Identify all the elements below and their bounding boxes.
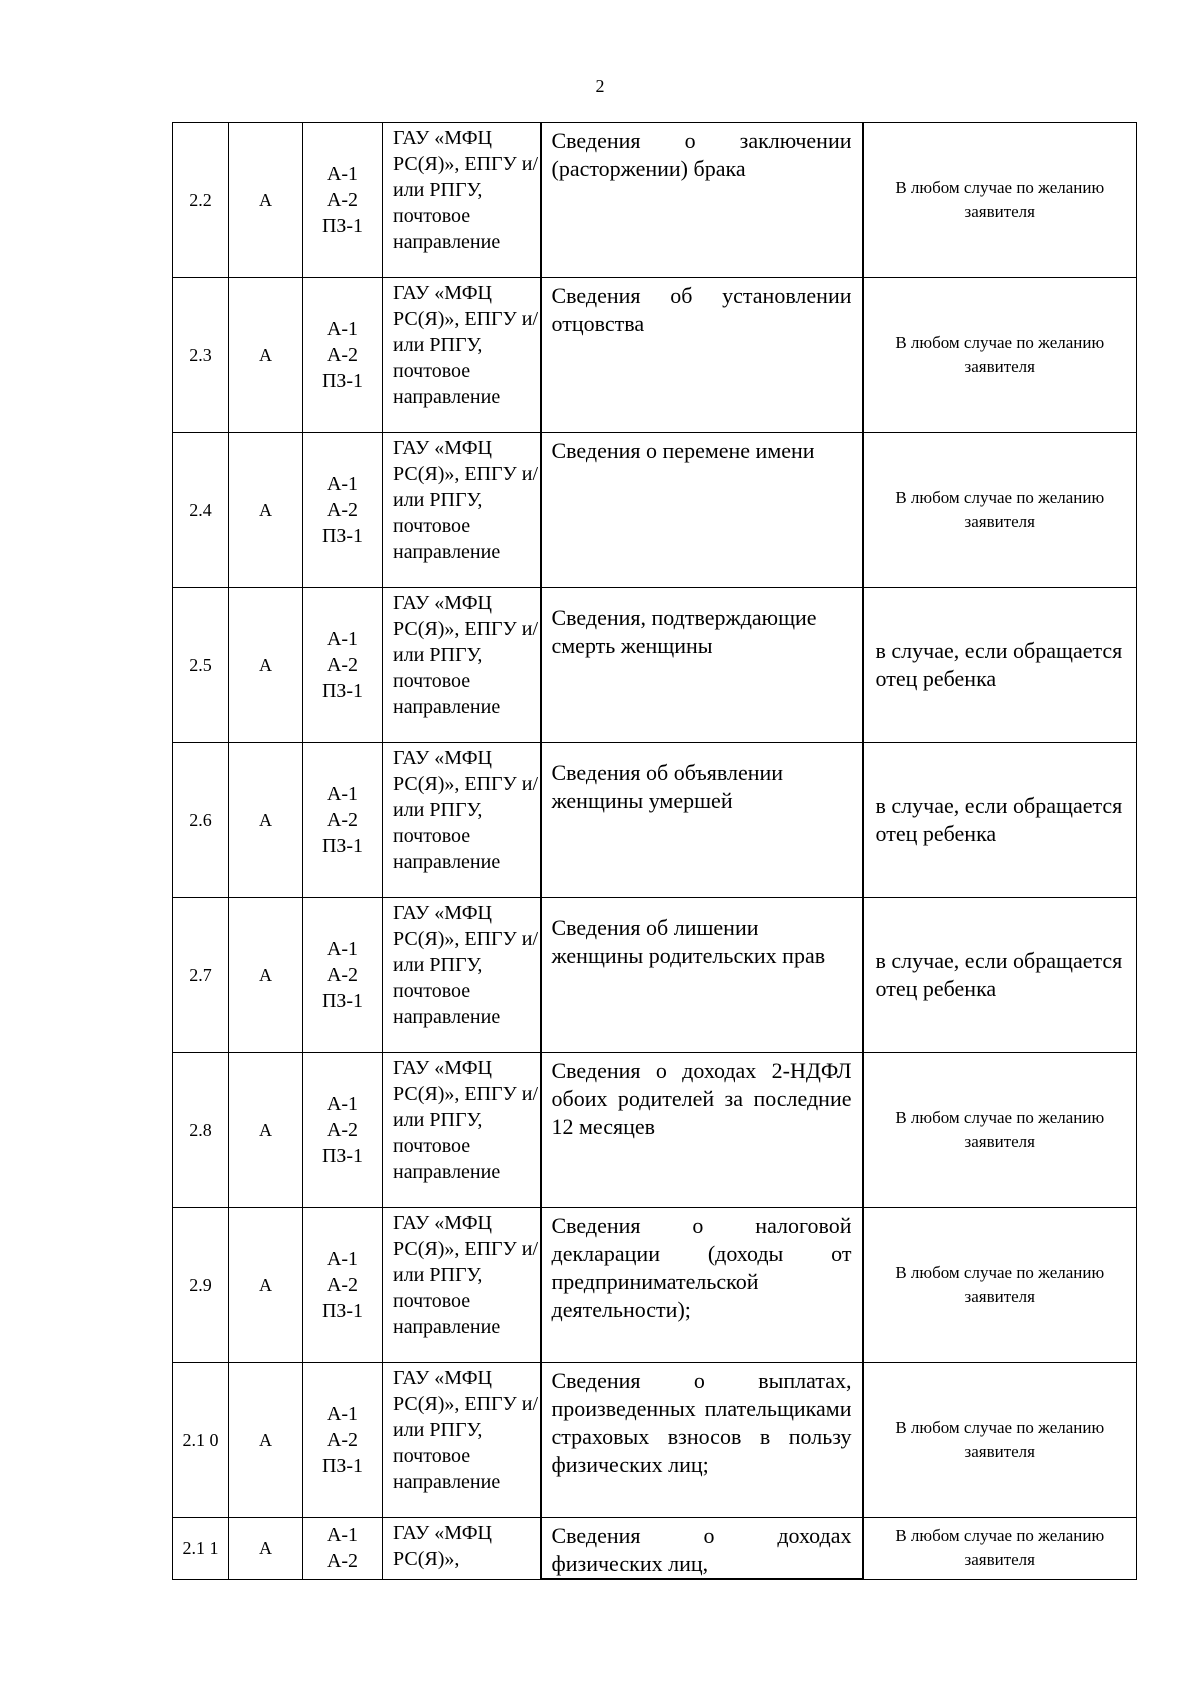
code-item: ПЗ-1 <box>321 215 364 237</box>
table-row <box>173 898 1137 1053</box>
condition-note-cell: В любом случае по желанию заявителя <box>863 1363 1137 1518</box>
row-number-cell: 2.2 <box>173 123 229 278</box>
category-cell: А <box>229 1208 303 1363</box>
code-item: А-2 <box>326 809 359 831</box>
document-description-cell: Сведения об лишении женщины родительских прав <box>541 898 863 1053</box>
table-row <box>173 123 1137 278</box>
document-description-cell: Сведения о выплатах, произведенных плательщиками страховых взносов в пользу физических лиц; <box>541 1363 863 1518</box>
submission-channel-cell: ГАУ «МФЦ РС(Я)», ЕПГУ и/или РПГУ, почтовое направление <box>383 588 541 743</box>
category-cell: А <box>229 743 303 898</box>
row-number-cell: 2.4 <box>173 433 229 588</box>
codes-cell <box>303 743 383 898</box>
code-item: А-2 <box>326 1429 359 1451</box>
category-cell: А <box>229 433 303 588</box>
document-description-cell: Сведения о доходах физических лиц, <box>541 1518 863 1580</box>
codes-cell <box>303 433 383 588</box>
code-item: А-1 <box>326 1248 359 1270</box>
condition-note-cell: В любом случае по желанию заявителя <box>863 1518 1137 1580</box>
table-row <box>173 433 1137 588</box>
condition-note-cell: В любом случае по желанию заявителя <box>863 1208 1137 1363</box>
document-description-cell: Сведения об установлении отцовства <box>541 278 863 433</box>
document-description-cell: Сведения о доходах 2-НДФЛ обоих родителей за последние 12 месяцев <box>541 1053 863 1208</box>
row-number-cell: 2.5 <box>173 588 229 743</box>
code-item: ПЗ-1 <box>321 835 364 857</box>
submission-channel-cell: ГАУ «МФЦ РС(Я)», <box>383 1518 541 1580</box>
row-number-cell: 2.1 1 <box>173 1518 229 1580</box>
category-cell: А <box>229 1053 303 1208</box>
table-row <box>173 588 1137 743</box>
code-item: ПЗ-1 <box>321 990 364 1012</box>
submission-channel-cell: ГАУ «МФЦ РС(Я)», ЕПГУ и/или РПГУ, почтовое направление <box>383 123 541 278</box>
table-row <box>173 743 1137 898</box>
category-cell: А <box>229 588 303 743</box>
row-number-cell: 2.9 <box>173 1208 229 1363</box>
code-item: А-2 <box>326 1550 359 1573</box>
codes-cell <box>303 123 383 278</box>
code-item: ПЗ-1 <box>321 1455 364 1477</box>
condition-note-cell: в случае, если обращается отец ребенка <box>863 588 1137 743</box>
category-cell: А <box>229 1363 303 1518</box>
submission-channel-cell: ГАУ «МФЦ РС(Я)», ЕПГУ и/или РПГУ, почтовое направление <box>383 1053 541 1208</box>
code-item: ПЗ-1 <box>321 680 364 702</box>
document-description-cell: Сведения о перемене имени <box>541 433 863 588</box>
code-item: А-2 <box>326 189 359 211</box>
codes-cell <box>303 1208 383 1363</box>
code-item: А-2 <box>326 964 359 986</box>
code-item: А-1 <box>326 318 359 340</box>
submission-channel-cell: ГАУ «МФЦ РС(Я)», ЕПГУ и/или РПГУ, почтовое направление <box>383 1208 541 1363</box>
table-row <box>173 1053 1137 1208</box>
code-item: А-1 <box>326 163 359 185</box>
codes-cell <box>303 278 383 433</box>
document-description-cell: Сведения о заключении (расторжении) брака <box>541 123 863 278</box>
document-description-cell: Сведения об объявлении женщины умершей <box>541 743 863 898</box>
code-item: А-1 <box>326 938 359 960</box>
document-description-cell: Сведения о налоговой декларации (доходы от предпринимательской деятельности); <box>541 1208 863 1363</box>
submission-channel-cell: ГАУ «МФЦ РС(Я)», ЕПГУ и/или РПГУ, почтовое направление <box>383 433 541 588</box>
row-number-cell: 2.8 <box>173 1053 229 1208</box>
category-cell: А <box>229 1518 303 1580</box>
codes-cell <box>303 1053 383 1208</box>
code-item: А-2 <box>326 499 359 521</box>
codes-cell <box>303 588 383 743</box>
row-number-cell: 2.7 <box>173 898 229 1053</box>
code-item: ПЗ-1 <box>321 1145 364 1167</box>
table-row <box>173 278 1137 433</box>
code-item: А-2 <box>326 1274 359 1296</box>
code-item: А-1 <box>326 783 359 805</box>
codes-cell <box>303 1518 383 1580</box>
code-item: ПЗ-1 <box>321 1300 364 1322</box>
code-item: А-1 <box>326 473 359 495</box>
condition-note-cell: в случае, если обращается отец ребенка <box>863 898 1137 1053</box>
page-number: 2 <box>595 76 605 96</box>
documents-table <box>172 122 1137 1580</box>
row-number-cell: 2.1 0 <box>173 1363 229 1518</box>
code-item: А-2 <box>326 344 359 366</box>
condition-note-cell: В любом случае по желанию заявителя <box>863 1053 1137 1208</box>
condition-note-cell: В любом случае по желанию заявителя <box>863 433 1137 588</box>
category-cell: А <box>229 278 303 433</box>
code-item: А-1 <box>326 1524 359 1547</box>
codes-cell <box>303 1363 383 1518</box>
code-item: А-2 <box>326 654 359 676</box>
code-item: ПЗ-1 <box>321 525 364 547</box>
row-number-cell: 2.3 <box>173 278 229 433</box>
submission-channel-cell: ГАУ «МФЦ РС(Я)», ЕПГУ и/или РПГУ, почтовое направление <box>383 743 541 898</box>
condition-note-cell: в случае, если обращается отец ребенка <box>863 743 1137 898</box>
condition-note-cell: В любом случае по желанию заявителя <box>863 123 1137 278</box>
code-item: А-1 <box>326 1403 359 1425</box>
category-cell: А <box>229 898 303 1053</box>
submission-channel-cell: ГАУ «МФЦ РС(Я)», ЕПГУ и/или РПГУ, почтовое направление <box>383 1363 541 1518</box>
document-description-cell: Сведения, подтверждающие смерть женщины <box>541 588 863 743</box>
table-row <box>173 1363 1137 1518</box>
code-item: ПЗ-1 <box>321 370 364 392</box>
code-item: А-2 <box>326 1119 359 1141</box>
condition-note-cell: В любом случае по желанию заявителя <box>863 278 1137 433</box>
category-cell: А <box>229 123 303 278</box>
submission-channel-cell: ГАУ «МФЦ РС(Я)», ЕПГУ и/или РПГУ, почтовое направление <box>383 278 541 433</box>
submission-channel-cell: ГАУ «МФЦ РС(Я)», ЕПГУ и/или РПГУ, почтовое направление <box>383 898 541 1053</box>
code-item: А-1 <box>326 628 359 650</box>
row-number-cell: 2.6 <box>173 743 229 898</box>
codes-cell <box>303 898 383 1053</box>
table-row <box>173 1518 1137 1580</box>
table-row <box>173 1208 1137 1363</box>
code-item: А-1 <box>326 1093 359 1115</box>
